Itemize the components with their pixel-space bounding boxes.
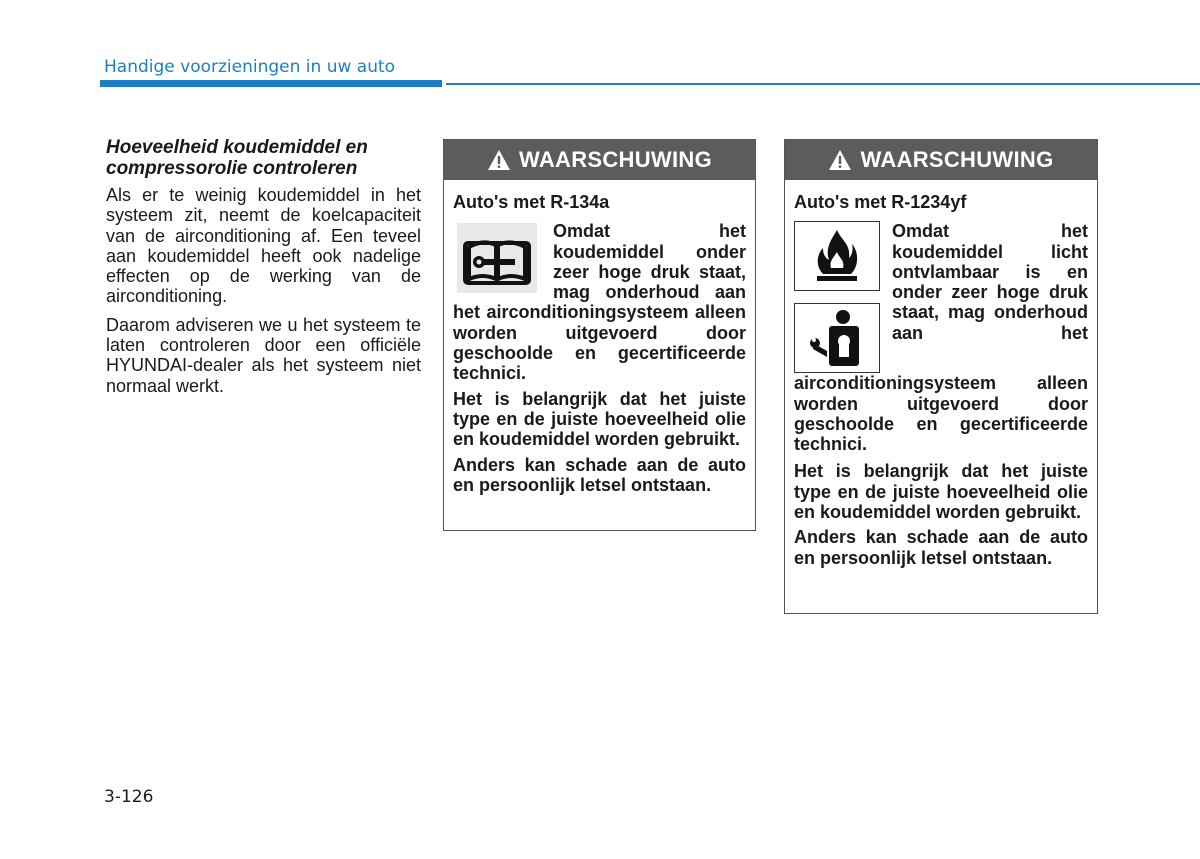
warning-box-r134a: [443, 139, 756, 531]
body-paragraph-1: Als er te weinig koudemiddel in het systeem zit, neemt de koelcapaciteit van de airconditioning af. Een teveel aan koudemiddel heeft ook nadelige effecten op de werking van de airconditioning.: [106, 185, 421, 307]
section-heading: Hoeveelheid koudemiddel en compressorolie controleren: [106, 137, 368, 179]
warning-triangle-icon: [828, 149, 852, 171]
service-manual-icon: [453, 221, 541, 295]
warning-paragraph-1: Omdat het koudemiddel onder zeer hoge druk staat, mag onderhoud aan het airconditioningsysteem alleen worden uitgevoerd door geschoolde en gecertificeerde technici.: [453, 221, 746, 384]
warning-paragraph-1: Omdat het koudemiddel licht ontvlambaar is en onder zeer hoge druk staat, mag onderhoud aan het airconditioningsysteem alleen worden uitgevoerd door geschoolde en gecertificeerde technici.: [794, 221, 1088, 455]
warning-paragraph-3: Anders kan schade aan de auto en persoonlijk letsel ontstaan.: [453, 454, 746, 495]
warning-box-r1234yf: [784, 139, 1098, 614]
header-rule-thick: [100, 80, 442, 87]
warning-subtitle: Auto's met R-134a: [453, 192, 610, 212]
warning-paragraph-2: Het is belangrijk dat het juiste type en de juiste hoeveelheid olie en koudemiddel worden gebruikt.: [453, 388, 746, 450]
warning-header: [785, 140, 1097, 180]
qualified-technician-icon: [794, 303, 880, 373]
warning-title: WAARSCHUWING: [518, 147, 713, 172]
warning-subtitle: Auto's met R-1234yf: [794, 192, 967, 212]
body-paragraph-2: Daarom adviseren we u het systeem te laten controleren door een officiële HYUNDAI-dealer als het systeem niet normaal werkt.: [106, 314, 421, 396]
page-number: 3-126: [104, 787, 154, 807]
warning-title: WAARSCHUWING: [860, 147, 1054, 172]
left-column: [106, 137, 421, 404]
warning-paragraph-3: Anders kan schade aan de auto en persoonlijk letsel ontstaan.: [794, 527, 1088, 568]
header-rule-thin: [446, 83, 1200, 85]
section-title: Handige voorzieningen in uw auto: [104, 57, 396, 77]
warning-header: [444, 140, 755, 180]
flammable-icon: [794, 221, 880, 291]
warning-triangle-icon: [487, 149, 511, 171]
warning-paragraph-2: Het is belangrijk dat het juiste type en de juiste hoeveelheid olie en koudemiddel worden gebruikt.: [794, 461, 1088, 523]
